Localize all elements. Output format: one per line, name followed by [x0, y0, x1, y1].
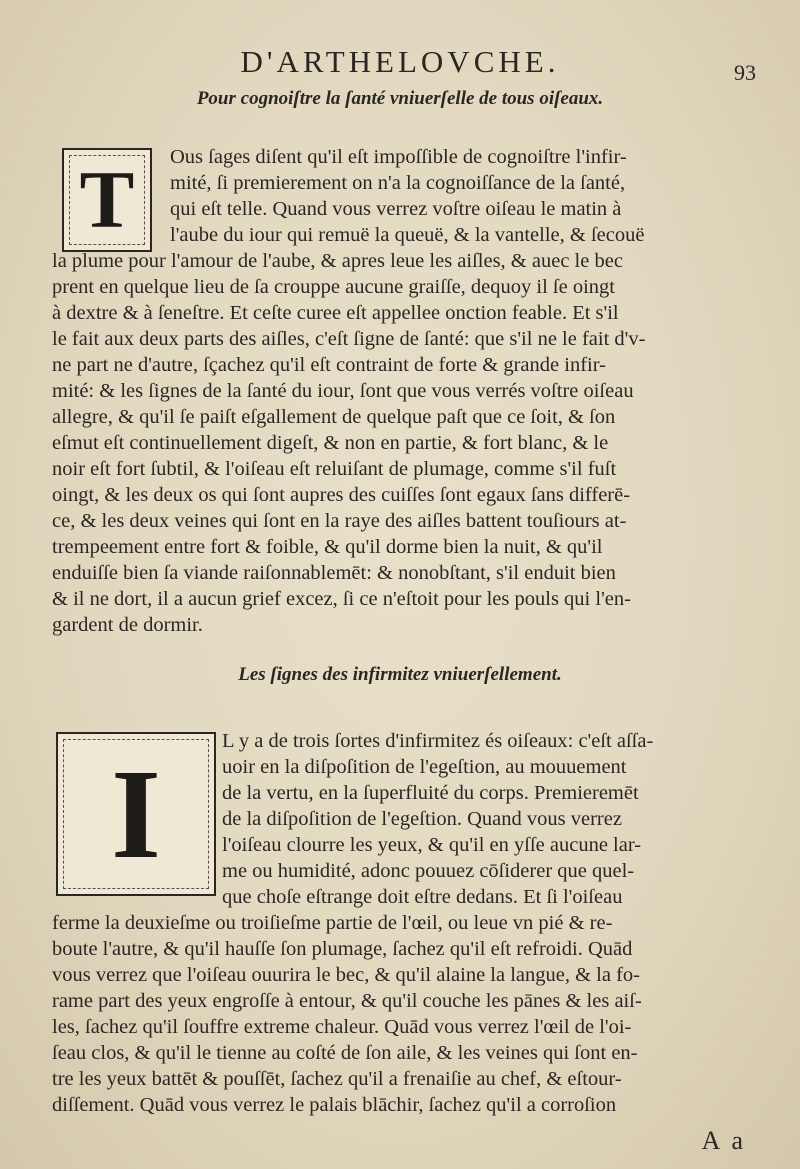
paragraph-health	[52, 144, 762, 638]
text-line: ne part ne d'autre, ſçachez qu'il eſt contraint de forte & grande infir-	[52, 354, 606, 376]
text-line: de la diſpoſition de l'egeſtion. Quand vous verrez	[222, 808, 622, 830]
text-line: diſſement. Quād vous verrez le palais blāchir, ſachez qu'il a corroſion	[52, 1094, 617, 1116]
text-line: ſeau clos, & qu'il le tienne au coſté de ſon aile, & les veines qui ſont en-	[52, 1042, 638, 1064]
text-line: L y a de trois ſortes d'infirmitez és oiſeaux: c'eſt aſſa-	[222, 730, 654, 752]
text-line: tre les yeux battēt & pouſſēt, ſachez qu'il a frenaiſie au chef, & eſtour-	[52, 1068, 622, 1090]
text-line: prent en quelque lieu de ſa crouppe aucune graiſſe, dequoy il ſe oingt	[52, 276, 615, 298]
decorated-initial-t: T	[62, 148, 152, 252]
text-line: me ou humidité, adonc pouuez cōſiderer que quel-	[222, 860, 635, 882]
text-line: les, ſachez qu'il ſouffre extreme chaleur. Quād vous verrez l'œil de l'oi-	[52, 1016, 632, 1038]
text-line: uoir en la diſpoſition de l'egeſtion, au mouuement	[222, 756, 627, 778]
running-head: D'ARTHELOVCHE.	[240, 44, 560, 79]
text-line: rame part des yeux engroſſe à entour, & qu'il couche les pānes & les aiſ-	[52, 990, 642, 1012]
section-title-infirmities: Les ſignes des infirmitez vniuerſellement.	[238, 664, 562, 685]
page-number: 93	[734, 60, 756, 85]
text-line: de la vertu, en la ſuperfluité du corps. Premieremēt	[222, 782, 639, 804]
text-line: gardent de dormir.	[52, 614, 203, 636]
text-line: eſmut eſt continuellement digeſt, & non en partie, & fort blanc, & le	[52, 432, 609, 454]
text-line: & il ne dort, il a aucun grief excez, ſi ce n'eſtoit pour les pouls qui l'en-	[52, 588, 631, 610]
text-line: oingt, & les deux os qui ſont aupres des cuiſſes ſont egaux ſans differē-	[52, 484, 631, 506]
text-line: qui eſt telle. Quand vous verrez voſtre oiſeau le matin à	[170, 198, 622, 220]
text-line: la plume pour l'amour de l'aube, & apres leue les aiſles, & auec le bec	[52, 250, 623, 272]
gathering-signature: A a	[701, 1126, 746, 1155]
text-line: ce, & les deux veines qui ſont en la raye des aiſles battent touſiours at-	[52, 510, 627, 532]
text-line: mité: & les ſignes de la ſanté du iour, ſont que vous verrés voſtre oiſeau	[52, 380, 634, 402]
text-line: mité, ſi premierement on n'a la cognoiſſance de la ſanté,	[170, 172, 626, 194]
text-line: l'oiſeau clourre les yeux, & qu'il en yſſe aucune lar-	[222, 834, 642, 856]
text-line: enduiſſe bien ſa viande raiſonnablemēt: & nonobſtant, s'il enduit bien	[52, 562, 616, 584]
paragraph-infirmities	[52, 728, 762, 1118]
text-line: noir eſt fort ſubtil, & l'oiſeau eſt reluiſant de plumage, comme s'il fuſt	[52, 458, 617, 480]
text-line: le fait aux deux parts des aiſles, c'eſt ſigne de ſanté: que s'il ne le fait d'v-	[52, 328, 646, 350]
section-title-health: Pour cognoiſtre la ſanté vniuerſelle de tous oiſeaux.	[196, 88, 604, 109]
text-line: boute l'autre, & qu'il hauſſe ſon plumage, ſachez qu'il eſt refroidi. Quād	[52, 938, 633, 960]
text-line: vous verrez que l'oiſeau ouurira le bec, & qu'il alaine la langue, & la fo-	[52, 964, 640, 986]
decorated-initial-i: I	[56, 732, 216, 896]
text-line: trempeement entre fort & foible, & qu'il dorme bien la nuit, & qu'il	[52, 536, 603, 558]
text-line: l'aube du iour qui remuë la queuë, & la vantelle, & ſecouë	[170, 224, 645, 246]
text-line: allegre, & qu'il ſe paiſt eſgallement de quelque paſt que ce ſoit, & ſon	[52, 406, 616, 428]
text-line: à dextre & à ſeneſtre. Et ceſte curee eſt appellee onction feable. Et s'il	[52, 302, 619, 324]
text-line: ferme la deuxieſme ou troiſieſme partie de l'œil, ou leue vn pié & re-	[52, 912, 613, 934]
text-line: que choſe eſtrange doit eſtre dedans. Et ſi l'oiſeau	[222, 886, 623, 908]
text-line: Ous ſages diſent qu'il eſt impoſſible de cognoiſtre l'infir-	[170, 146, 627, 168]
